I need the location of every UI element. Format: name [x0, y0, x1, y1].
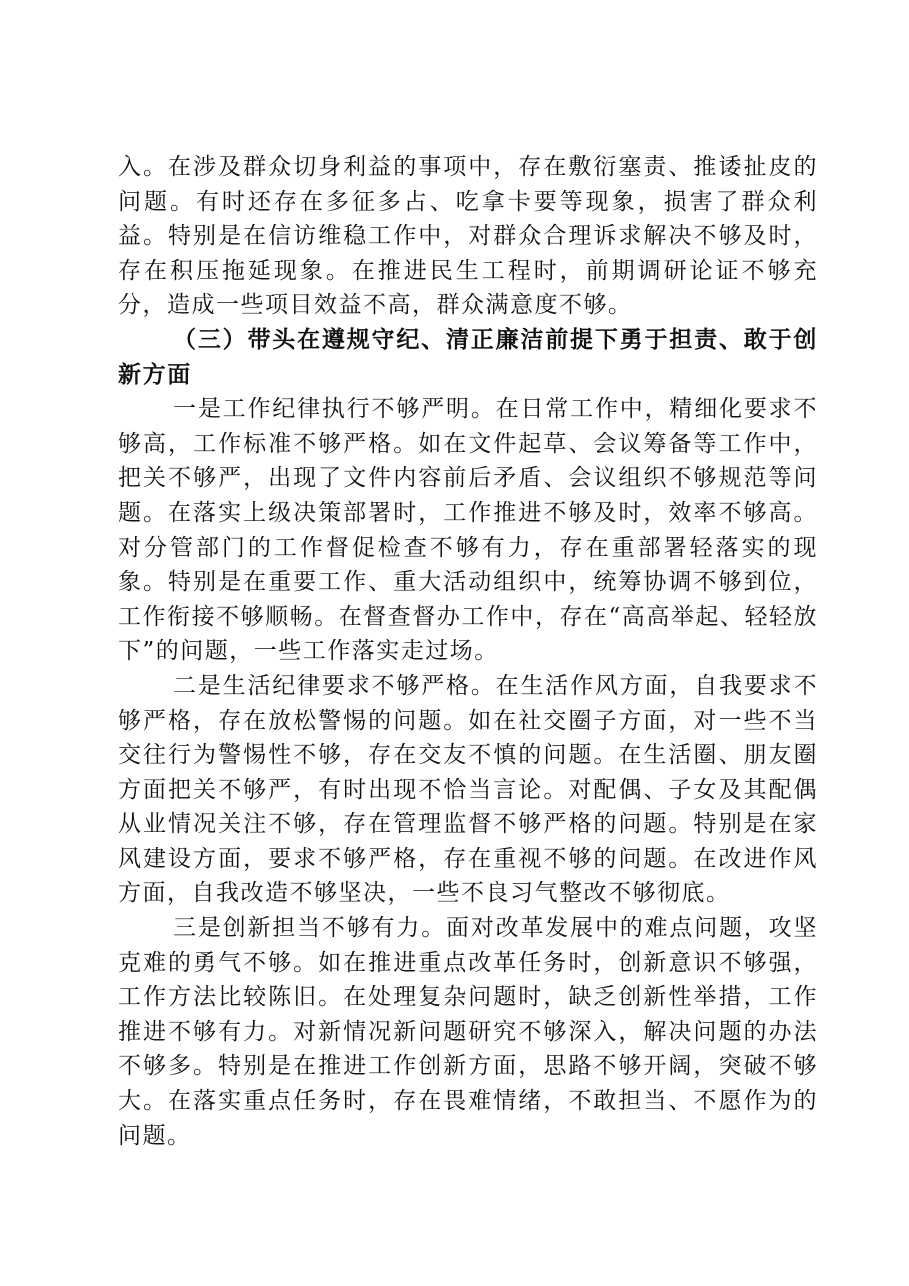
section-heading: （三）带头在遵规守纪、清正廉洁前提下勇于担责、敢于创新方面: [118, 325, 818, 388]
paragraph-innovation: 三是创新担当不够有力。面对改革发展中的难点问题，攻坚克难的勇气不够。如在推进重点改革任务时，创新意识不够强，工作方法比较陈旧。在处理复杂问题时，缺乏创新性举措，工作推进不够有力。对新情况新问题研究不够深入，解决问题的办法不够多。特别是在推进工作创新方面，思路不够开阔，突破不够大。在落实重点任务时，存在畏难情绪，不敢担当、不愿作为的问题。: [118, 915, 818, 1149]
paragraph-life-discipline: 二是生活纪律要求不够严格。在生活作风方面，自我要求不够严格，存在放松警惕的问题。如在社交圈子方面，对一些不当交往行为警惕性不够，存在交友不慎的问题。在生活圈、朋友圈方面把关不够严，有时出现不恰当言论。对配偶、子女及其配偶从业情况关注不够，存在管理监督不够严格的问题。特别是在家风建设方面，要求不够严格，存在重视不够的问题。在改进作风方面，自我改造不够坚决，一些不良习气整改不够彻底。: [118, 672, 818, 907]
document-body: [118, 150, 818, 1153]
paragraph-work-discipline: 一是工作纪律执行不够严明。在日常工作中，精细化要求不够高，工作标准不够严格。如在文件起草、会议筹备等工作中，把关不够严，出现了文件内容前后矛盾、会议组织不够规范等问题。在落实上级决策部署时，工作推进不够及时，效率不够高。对分管部门的工作督促检查不够有力，存在重部署轻落实的现象。特别是在重要工作、重大活动组织中，统筹协调不够到位，工作衔接不够顺畅。在督查督办工作中，存在“高高举起、轻轻放下”的问题，一些工作落实走过场。: [118, 396, 818, 665]
paragraph-continuation: 入。在涉及群众切身利益的事项中，存在敷衍塞责、推诿扯皮的问题。有时还存在多征多占、吃拿卡要等现象，损害了群众利益。特别是在信访维稳工作中，对群众合理诉求解决不够及时，存在积压拖延现象。在推进民生工程时，前期调研论证不够充分，造成一些项目效益不高，群众满意度不够。: [118, 154, 818, 319]
